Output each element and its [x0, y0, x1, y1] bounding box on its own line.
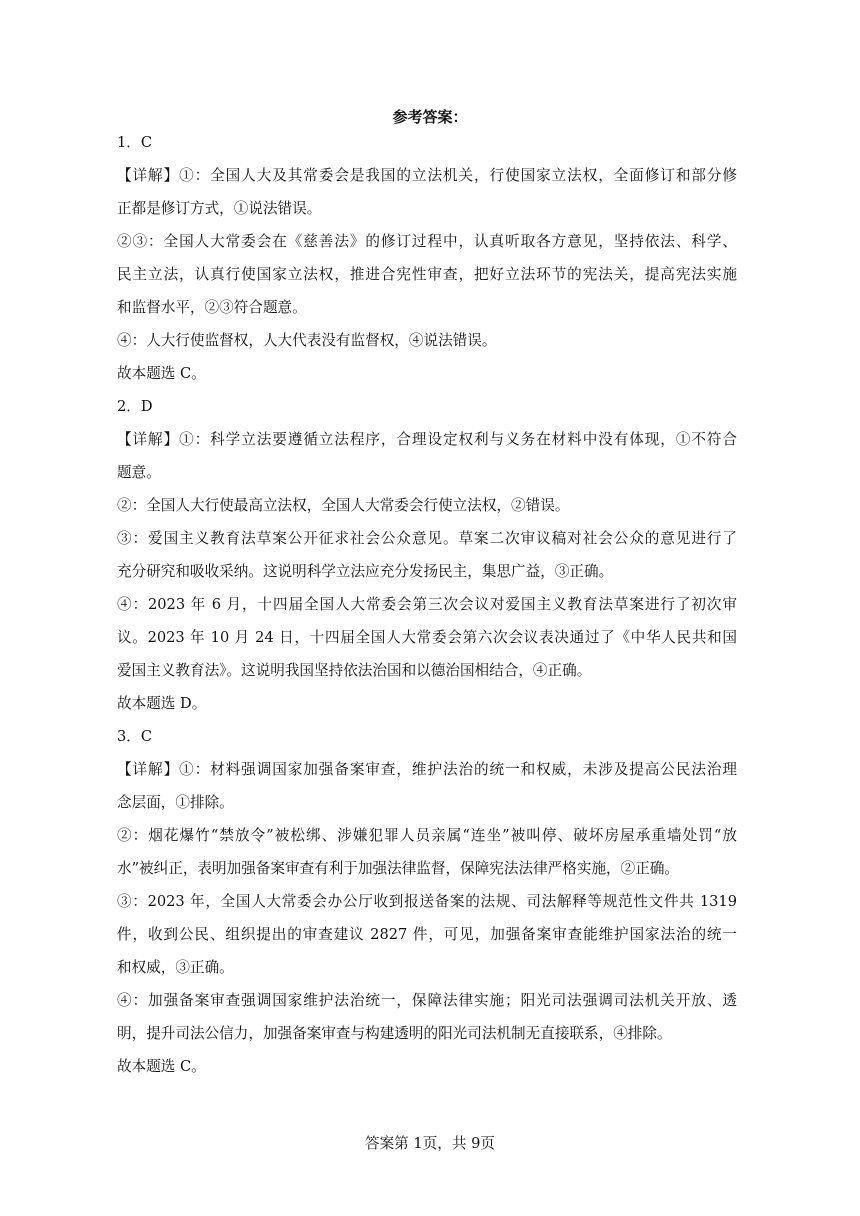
- answer-line: 水”被纠正，表明加强备案审查有利于加强法律监督，保障宪法法律严格实施，②正确。: [117, 860, 680, 877]
- answer-line: ②：全国人大行使最高立法权，全国人大常委会行使立法权，②错误。: [117, 497, 570, 514]
- answer-line: 故本题选 C。: [117, 365, 206, 382]
- answer-line: 议。2023 年 10 月 24 日，十四届全国人大常委会第六次会议表决通过了《中华人民共和国: [117, 629, 737, 646]
- answer-line: 正都是修订方式，①说法错误。: [117, 200, 322, 217]
- answer-line: 题意。: [117, 464, 161, 481]
- answer-line: 故本题选 C。: [117, 1058, 206, 1075]
- answer-line: 2．D: [117, 398, 153, 415]
- answer-line: 和监督水平，②③符合题意。: [117, 299, 307, 316]
- answer-content: [117, 131, 737, 1088]
- answer-line: ②③：全国人大常委会在《慈善法》的修订过程中，认真听取各方意见，坚持依法、科学、: [117, 233, 737, 250]
- answer-line: 【详解】①：全国人大及其常委会是我国的立法机关，行使国家立法权，全面修订和部分修: [117, 167, 737, 184]
- answer-line: 故本题选 D。: [117, 695, 207, 712]
- answer-line: 明，提升司法公信力，加强备案审查与构建透明的阳光司法机制无直接联系，④排除。: [117, 1025, 672, 1042]
- answer-line: 和权威，③正确。: [117, 959, 234, 976]
- answer-line: 爱国主义教育法》。这说明我国坚持依法治国和以德治国相结合，④正确。: [117, 662, 592, 679]
- answer-line: ②：烟花爆竹“禁放令”被松绑、涉嫌犯罪人员亲属“连坐”被叫停、破坏房屋承重墙处罚“放: [117, 827, 737, 844]
- answer-line: 【详解】①：材料强调国家加强备案审查，维护法治的统一和权威，未涉及提高公民法治理: [117, 761, 737, 778]
- answer-line: 3．C: [117, 728, 153, 745]
- answer-line: ④：2023 年 6 月，十四届全国人大常委会第三次会议对爱国主义教育法草案进行了初次审: [117, 596, 737, 613]
- answer-line: ④：加强备案审查强调国家维护法治统一，保障法律实施；阳光司法强调司法机关开放、透: [117, 992, 737, 1009]
- answer-line: 1．C: [117, 134, 153, 151]
- answer-line: 【详解】①：科学立法要遵循立法程序，合理设定权利与义务在材料中没有体现，①不符合: [117, 431, 737, 448]
- answer-line: ④：人大行使监督权，人大代表没有监督权，④说法错误。: [117, 332, 497, 349]
- answer-line: 念层面，①排除。: [117, 794, 234, 811]
- answer-line: 充分研究和吸收采纳。这说明科学立法应充分发扬民主，集思广益，③正确。: [117, 563, 614, 580]
- page-title: 参考答案：: [392, 108, 468, 126]
- answer-line: ③：2023 年，全国人大常委会办公厅收到报送备案的法规、司法解释等规范性文件共 1319: [117, 893, 737, 910]
- answer-line: 件，收到公民、组织提出的审查建议 2827 件，可见，加强备案审查能维护国家法治的统一: [117, 926, 737, 943]
- answer-line: ③：爱国主义教育法草案公开征求社会公众意见。草案二次审议稿对社会公众的意见进行了: [117, 530, 737, 547]
- page-footer: 答案第 1页，共 9页: [364, 1135, 495, 1152]
- answer-line: 民主立法，认真行使国家立法权，推进合宪性审查，把好立法环节的宪法关，提高宪法实施: [117, 266, 737, 283]
